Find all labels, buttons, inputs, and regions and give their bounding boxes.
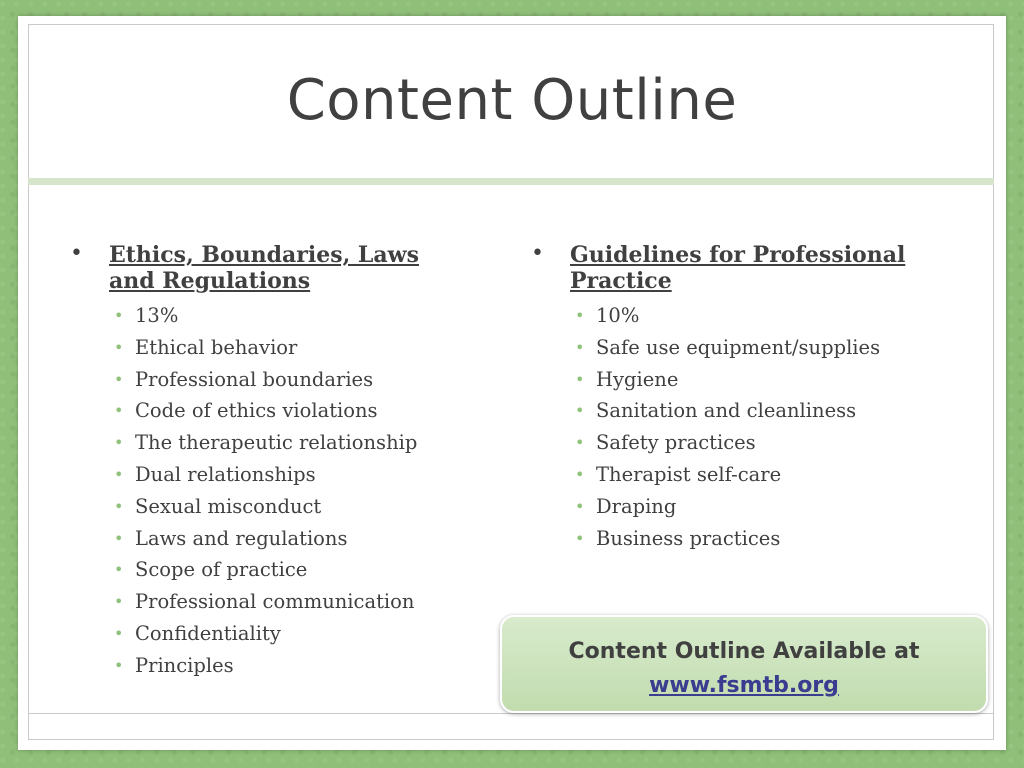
bullet-icon: • — [114, 306, 124, 325]
list-item-label: Dual relationships — [135, 462, 316, 486]
list-item — [70, 650, 470, 682]
bullet-icon: • — [114, 464, 124, 484]
callout-text: Content Outline Available at — [568, 639, 920, 664]
list-item-label: Business practices — [596, 526, 781, 550]
bullet-icon: • — [575, 496, 585, 516]
bullet-icon: • — [575, 433, 585, 453]
list-item — [531, 459, 931, 491]
list-item-label: Safety practices — [596, 431, 756, 455]
left-heading-row — [70, 242, 470, 294]
list-item — [531, 427, 931, 459]
list-item-label: Scope of practice — [135, 558, 308, 582]
list-item — [70, 618, 470, 650]
fsmtb-link[interactable]: www.fsmtb.org — [649, 673, 839, 698]
list-item — [531, 332, 931, 364]
slide — [18, 16, 1006, 750]
bullet-icon: • — [575, 337, 585, 357]
right-heading-row — [531, 242, 931, 294]
list-item — [70, 459, 470, 491]
list-item-label: Draping — [596, 494, 677, 518]
list-item — [531, 364, 931, 396]
bullet-icon: • — [531, 241, 544, 266]
bullet-icon: • — [575, 464, 585, 484]
bullet-icon: • — [114, 623, 124, 643]
list-item-label: Confidentiality — [135, 621, 281, 645]
list-item — [70, 364, 470, 396]
bullet-icon: • — [114, 560, 124, 580]
bullet-icon: • — [575, 401, 585, 421]
callout-box — [500, 615, 988, 713]
list-item — [531, 395, 931, 427]
list-item — [70, 586, 470, 618]
list-item-label: Principles — [135, 653, 234, 677]
list-item-label: Hygiene — [596, 367, 679, 391]
list-item-label: Sexual misconduct — [135, 494, 322, 518]
list-item-label: Professional boundaries — [135, 367, 374, 391]
bullet-icon: • — [114, 592, 124, 612]
title-divider — [28, 178, 994, 185]
list-item-label: Sanitation and cleanliness — [596, 399, 857, 423]
right-column-heading: Guidelines for Professional Practice — [570, 242, 906, 294]
bullet-icon: • — [575, 528, 585, 548]
list-item — [531, 523, 931, 555]
left-column — [70, 242, 470, 682]
bullet-icon: • — [575, 306, 585, 325]
bullet-icon: • — [114, 369, 124, 389]
list-item — [70, 554, 470, 586]
list-item — [531, 491, 931, 523]
bullet-icon: • — [114, 433, 124, 453]
slide-title: Content Outline — [286, 68, 738, 133]
list-item-label: 13% — [135, 304, 179, 327]
left-column-heading: Ethics, Boundaries, Laws and Regulations — [109, 242, 419, 294]
list-item — [70, 395, 470, 427]
bullet-icon: • — [70, 241, 83, 266]
bullet-icon: • — [114, 528, 124, 548]
list-item-label: The therapeutic relationship — [135, 431, 418, 455]
list-item-label: Ethical behavior — [135, 335, 298, 359]
list-item — [70, 523, 470, 555]
list-item-label: Laws and regulations — [135, 526, 348, 550]
list-item-label: Professional communication — [135, 590, 415, 614]
bullet-icon: • — [114, 655, 124, 675]
bullet-icon: • — [114, 401, 124, 421]
bullet-icon: • — [575, 369, 585, 389]
bullet-icon: • — [114, 337, 124, 357]
list-item-label: 10% — [596, 304, 640, 327]
list-item — [531, 300, 931, 332]
list-item — [70, 332, 470, 364]
list-item-label: Therapist self-care — [596, 462, 782, 486]
list-item — [70, 300, 470, 332]
right-item-list — [531, 300, 931, 554]
right-column — [531, 242, 931, 554]
list-item — [70, 427, 470, 459]
bullet-icon: • — [114, 496, 124, 516]
list-item-label: Code of ethics violations — [135, 399, 378, 423]
bottom-divider — [28, 713, 994, 714]
left-item-list — [70, 300, 470, 682]
list-item-label: Safe use equipment/supplies — [596, 335, 881, 359]
list-item — [70, 491, 470, 523]
